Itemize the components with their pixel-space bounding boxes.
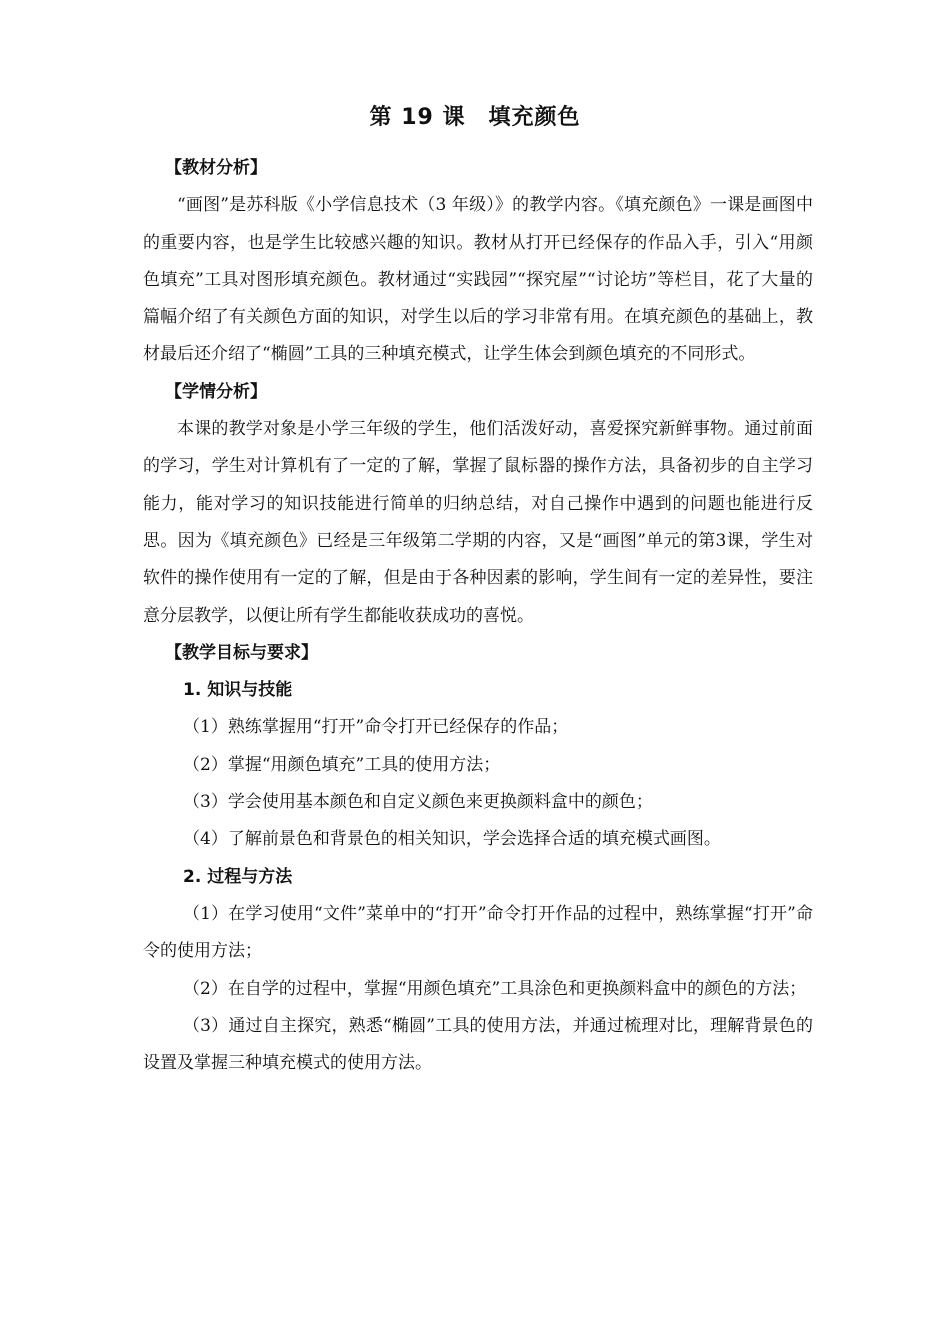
section-heading-student-analysis: 【学情分析】	[165, 381, 267, 402]
section-heading-material-analysis: 【教材分析】	[165, 158, 267, 178]
goal-item: （2）掌握“用颜色填充”工具的使用方法；	[183, 754, 501, 775]
goal-item: （3）学会使用基本颜色和自定义颜色来更换颜料盒中的颜色；	[183, 792, 653, 813]
page-title: 第 19 课 填充颜色	[369, 105, 581, 130]
goal-item: （3）通过自主探究，熟悉“椭圆”工具的使用方法，并通过梳理对比，理解背景色的设置及掌握三种填充模式的使用方法。	[143, 1015, 813, 1074]
student-analysis-paragraph: 本课的教学对象是小学三年级的学生，他们活泼好动，喜爱探究新鲜事物。通过前面的学习，学生对计算机有了一定的了解，掌握了鼠标器的操作方法，具备初步的自主学习能力，能对学习的知识技能进行简单的归纳总结，对自己操作中遇到的问题也能进行反思。因为《填充颜色》已经是三年级第二学期的内容，又是“画图”单元的第3课，学生对软件的操作使用有一定的了解，但是由于各种因素的影响，学生间有一定的差异性，要注意分层教学，以便让所有学生都能收获成功的喜悦。	[143, 419, 813, 626]
goal-item: （1）熟练掌握用“打开”命令打开已经保存的作品；	[183, 717, 569, 738]
goal-item: （2）在自学的过程中，掌握“用颜色填充”工具涂色和更换颜料盒中的颜色的方法；	[183, 978, 807, 999]
subheading-process-methods: 2. 过程与方法	[183, 866, 293, 887]
goal-item: （1）在学习使用“文件”菜单中的“打开”命令打开作品的过程中，熟练掌握“打开”命令的使用方法；	[143, 903, 813, 962]
section-heading-teaching-goals: 【教学目标与要求】	[165, 642, 318, 663]
document-body	[143, 150, 813, 1082]
goal-item: （4）了解前景色和背景色的相关知识，学会选择合适的填充模式画图。	[183, 829, 721, 850]
material-analysis-paragraph: “画图”是苏科版《小学信息技术（3 年级）》的教学内容。《填充颜色》一课是画图中的重要内容，也是学生比较感兴趣的知识。教材从打开已经保存的作品入手，引入“用颜色填充”工具对图形填充颜色。教材通过“实践园”“探究屋”“讨论坊”等栏目，花了大量的篇幅介绍了有关颜色方面的知识，对学生以后的学习非常有用。在填充颜色的基础上，教材最后还介绍了“椭圆”工具的三种填充模式，让学生体会到颜色填充的不同形式。	[143, 195, 813, 365]
subheading-knowledge-skills: 1. 知识与技能	[183, 680, 293, 701]
